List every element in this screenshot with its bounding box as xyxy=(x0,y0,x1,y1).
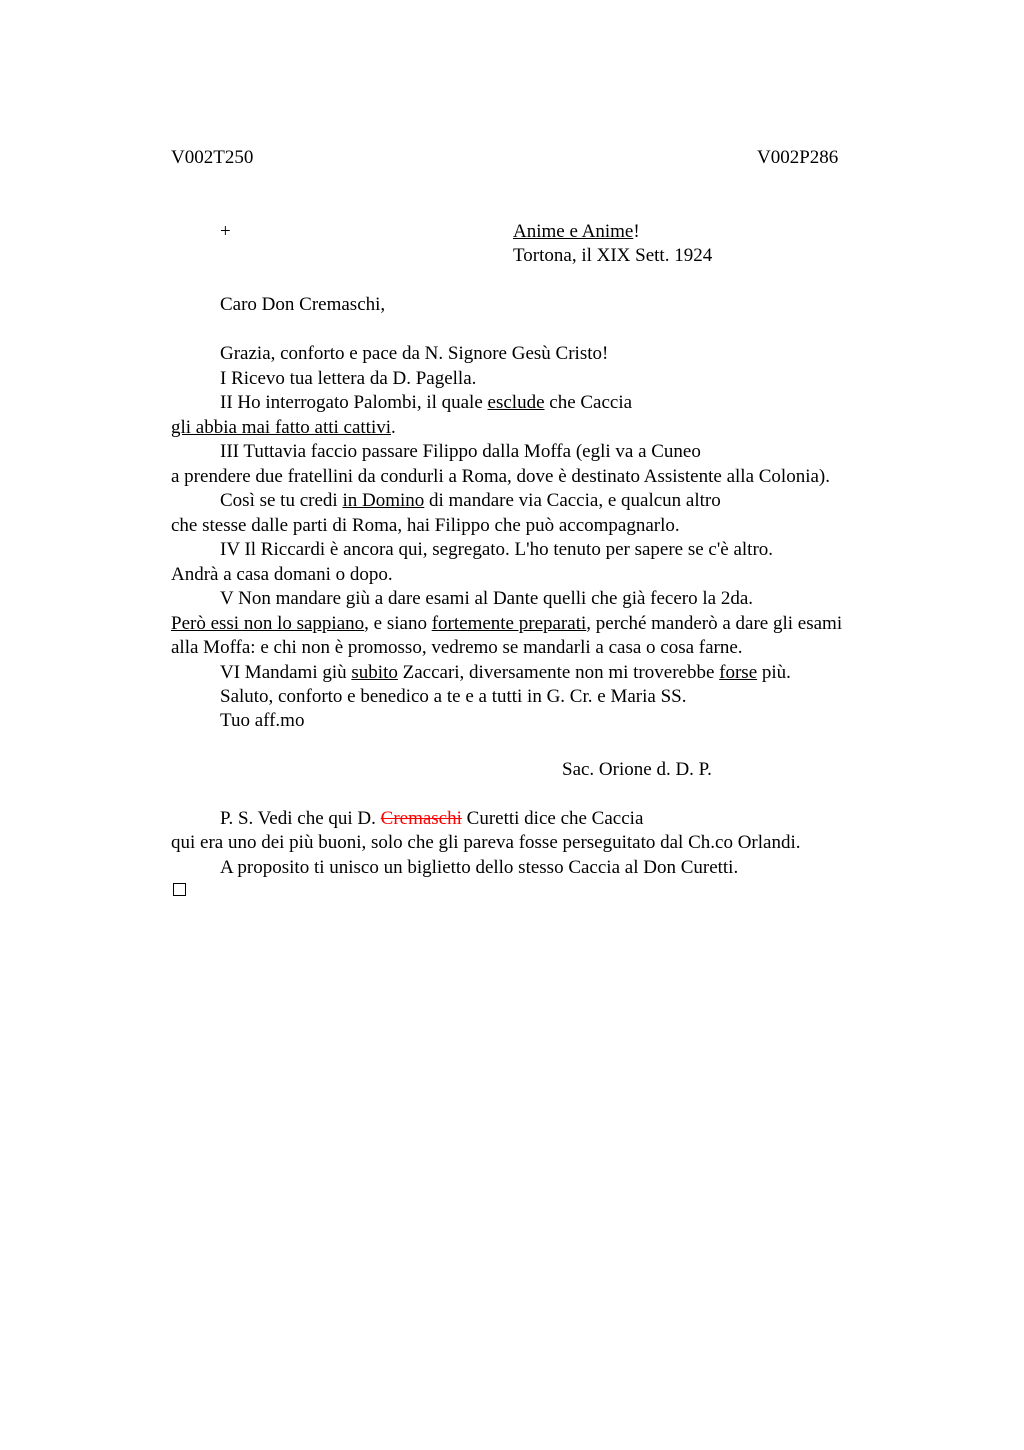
point-2-continued xyxy=(171,416,396,440)
text-run: II Ho interrogato Palombi, il quale xyxy=(220,392,488,413)
point-3: III Tuttavia faccio passare Filippo dalla Moffa (egli va a Cuneo xyxy=(220,441,701,462)
document-code-right: V002P286 xyxy=(757,147,839,168)
point-3-continued: a prendere due fratellini da condurli a Roma, dove è destinato Assistente alla Colonia). xyxy=(171,466,830,487)
motto-mark: ! xyxy=(633,221,640,242)
point-5: V Non mandare giù a dare esami al Dante quelli che già fecero la 2da. xyxy=(220,588,754,609)
closing-sign-off: Tuo aff.mo xyxy=(220,710,305,731)
signature: Sac. Orione d. D. P. xyxy=(562,759,712,780)
text-run: . xyxy=(391,417,396,438)
text-run: più. xyxy=(757,662,791,683)
underlined-text: fortemente preparati xyxy=(431,613,587,634)
text-run: di mandare via Caccia, e qualcun altro xyxy=(424,490,721,511)
text-run: , e siano xyxy=(364,613,432,634)
point-4: IV Il Riccardi è ancora qui, segregato. L'ho tenuto per sapere se c'è altro. xyxy=(220,539,774,560)
point-3-paragraph-2 xyxy=(220,489,721,513)
struck-out-text: Cremaschi xyxy=(380,808,462,829)
text-run: VI Mandami giù xyxy=(220,662,352,683)
point-3-paragraph-2-continued: che stesse dalle parti di Roma, hai Filippo che può accompagnarlo. xyxy=(171,515,680,536)
text-run: che Caccia xyxy=(544,392,633,413)
document-code-left: V002T250 xyxy=(171,147,254,168)
point-5-continued-2: alla Moffa: e chi non è promosso, vedremo se mandarli a casa o cosa farne. xyxy=(171,637,743,658)
text-run: Così se tu credi xyxy=(220,490,343,511)
point-1: I Ricevo tua lettera da D. Pagella. xyxy=(220,368,477,389)
postscript-line-3: A proposito ti unisco un biglietto dello stesso Caccia al Don Curetti. xyxy=(220,857,739,878)
end-square-icon xyxy=(173,883,186,896)
salutation: Caro Don Cremaschi, xyxy=(220,294,386,315)
point-2 xyxy=(220,391,632,415)
place-date: Tortona, il XIX Sett. 1924 xyxy=(513,245,713,266)
underlined-text: forse xyxy=(719,662,758,683)
postscript-line-1 xyxy=(220,807,643,831)
underlined-text: gli abbia mai fatto atti cattivi xyxy=(171,417,392,438)
point-5-continued xyxy=(171,612,842,636)
point-6 xyxy=(220,661,791,685)
closing-blessing: Saluto, conforto e benedico a te e a tutti in G. Cr. e Maria SS. xyxy=(220,686,687,707)
underlined-text: Però essi non lo sappiano xyxy=(171,613,365,634)
point-4-continued: Andrà a casa domani o dopo. xyxy=(171,564,393,585)
underlined-text: in Domino xyxy=(342,490,425,511)
motto-text: Anime e Anime xyxy=(513,221,634,242)
motto xyxy=(513,220,640,244)
postscript-line-2: qui era uno dei più buoni, solo che gli pareva fosse perseguitato dal Ch.co Orlandi. xyxy=(171,832,801,853)
text-run: Curetti dice che Caccia xyxy=(461,808,644,829)
text-run: P. S. Vedi che qui D. xyxy=(220,808,381,829)
text-run: Zaccari, diversamente non mi troverebbe xyxy=(397,662,720,683)
text-run: , perché manderò a dare gli esami xyxy=(586,613,843,634)
underlined-text: esclude xyxy=(487,392,545,413)
cross-symbol: + xyxy=(220,221,231,242)
underlined-text: subito xyxy=(351,662,398,683)
greeting-line: Grazia, conforto e pace da N. Signore Gesù Cristo! xyxy=(220,343,609,364)
